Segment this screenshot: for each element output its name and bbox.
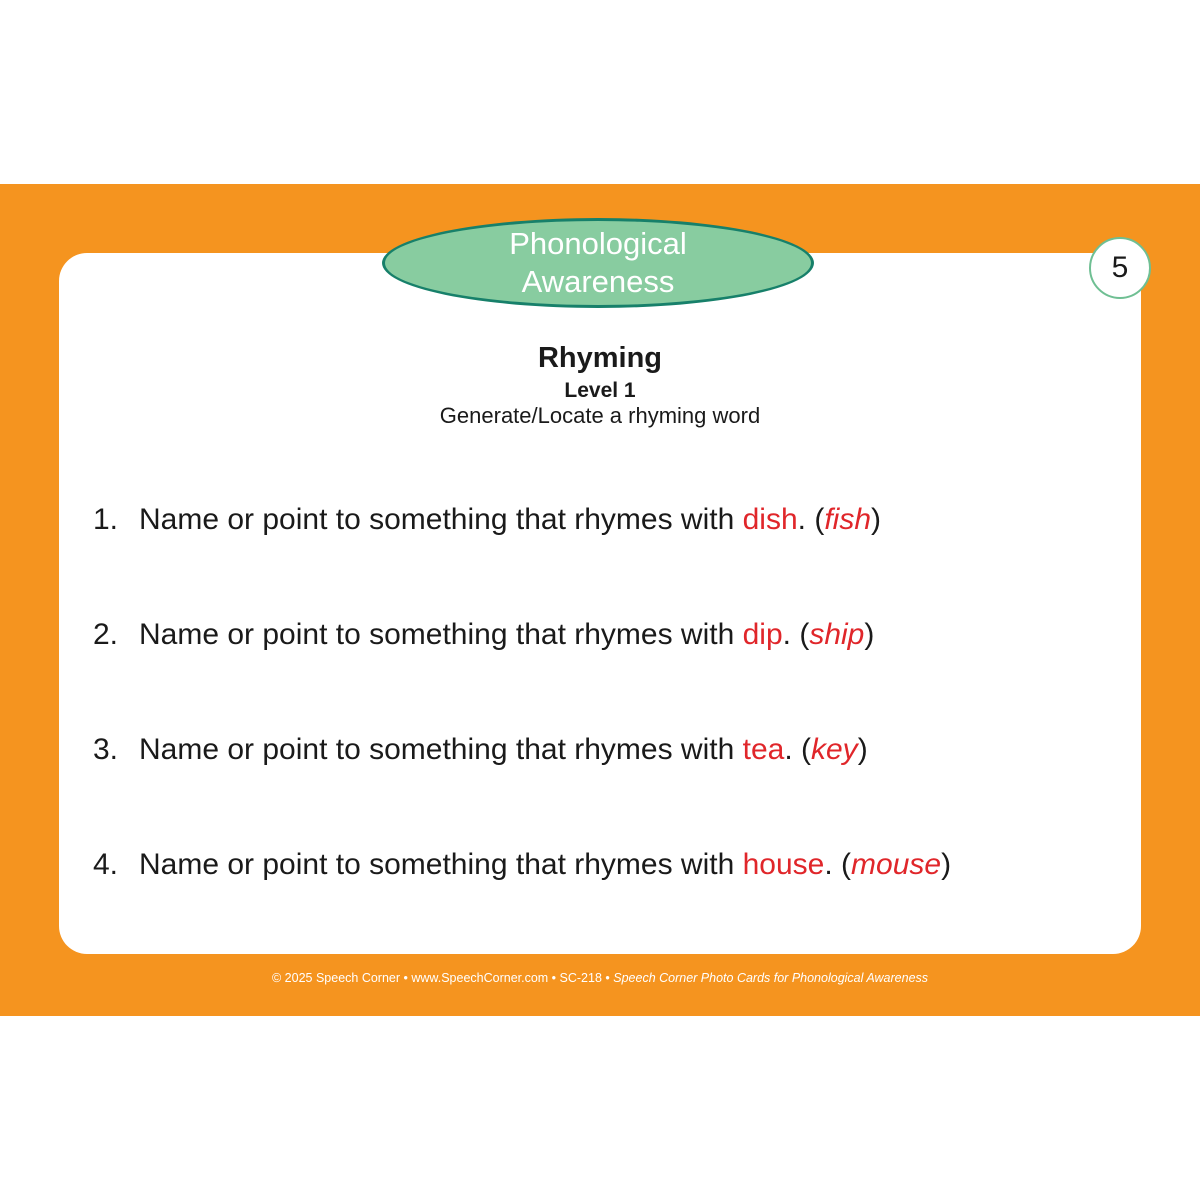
category-label-line-2: Awareness: [521, 264, 675, 299]
target-word: dish: [742, 503, 798, 536]
prompt-number: 1.: [93, 503, 119, 536]
card-heading: [300, 338, 900, 428]
punctuation: ): [871, 503, 882, 536]
skill-title: Rhyming: [537, 342, 663, 374]
skill-task: Generate/Locate a rhyming word: [439, 403, 761, 428]
category-label-line-1: Phonological: [509, 226, 687, 261]
answer-word: fish: [824, 503, 872, 536]
prompt-item: [93, 502, 881, 538]
prompt-text: Name or point to something that rhymes with: [139, 848, 743, 881]
target-word: house: [742, 848, 825, 881]
answer-word: ship: [809, 618, 865, 651]
prompt-text: Name or point to something that rhymes with: [139, 733, 743, 766]
category-badge: [382, 218, 814, 308]
footer-product-title: Speech Corner Photo Cards for Phonological Awareness: [613, 971, 929, 985]
punctuation: . (: [797, 503, 825, 536]
prompt-number: 4.: [93, 848, 119, 881]
answer-word: key: [811, 733, 858, 766]
prompt-number: 3.: [93, 733, 119, 766]
card-number-badge: 5: [1089, 237, 1151, 299]
target-word: dip: [742, 618, 783, 651]
answer-word: mouse: [851, 848, 942, 881]
target-word: tea: [742, 733, 785, 766]
copyright-footer: [0, 970, 1200, 986]
prompt-item: [93, 617, 874, 653]
punctuation: ): [864, 618, 875, 651]
punctuation: . (: [784, 733, 811, 766]
prompt-item: [93, 847, 951, 883]
punctuation: . (: [824, 848, 852, 881]
punctuation: ): [941, 848, 952, 881]
footer-credit: © 2025 Speech Corner • www.SpeechCorner.com • SC-218 •: [271, 971, 614, 985]
prompt-item: [93, 732, 868, 768]
prompt-number: 2.: [93, 618, 119, 651]
prompt-text: Name or point to something that rhymes with: [139, 618, 743, 651]
prompt-text: Name or point to something that rhymes with: [139, 503, 743, 536]
skill-level: Level 1: [564, 379, 636, 402]
punctuation: . (: [782, 618, 810, 651]
punctuation: ): [857, 733, 868, 766]
